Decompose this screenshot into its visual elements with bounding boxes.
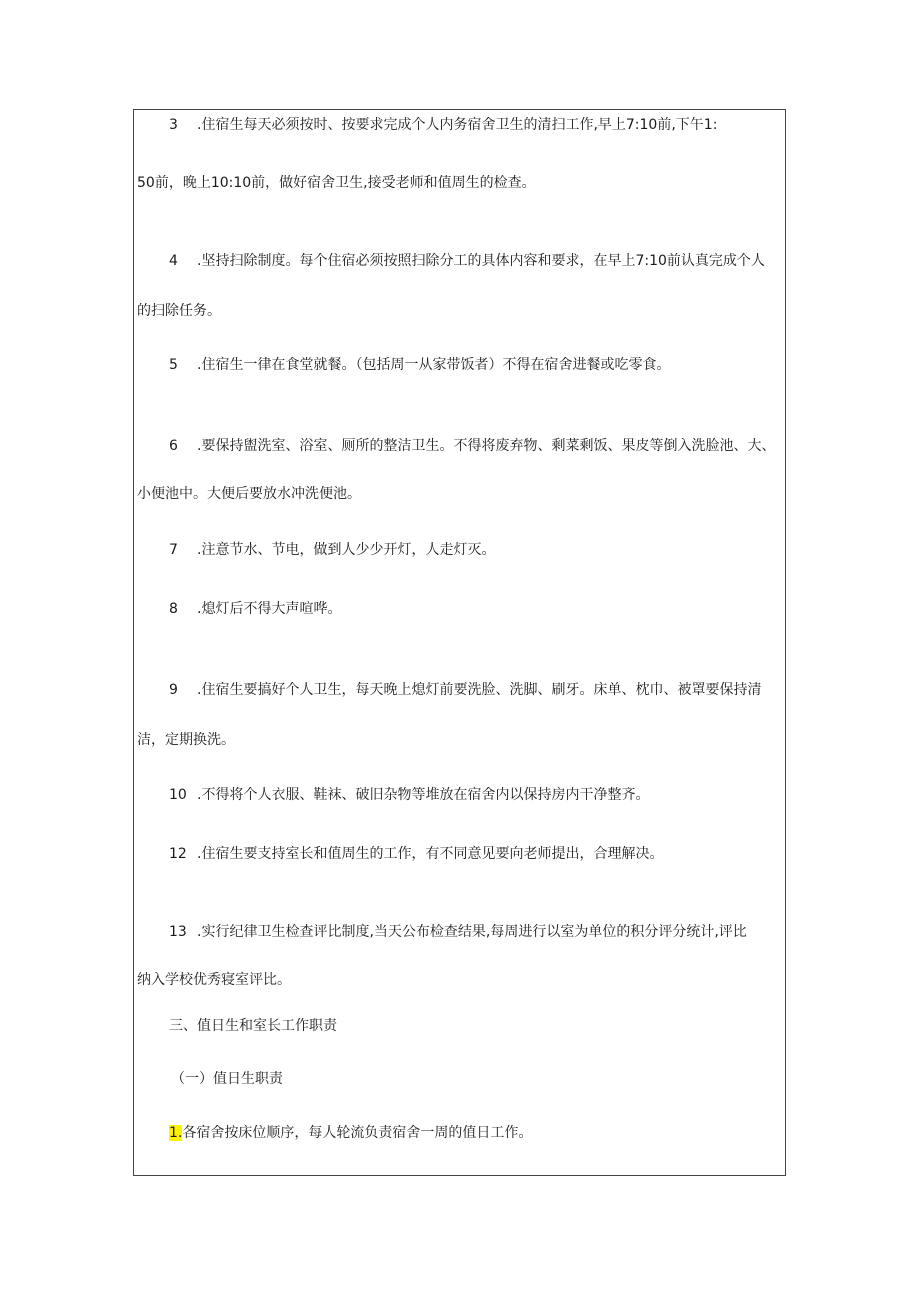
item-number: 9 <box>169 682 178 698</box>
item-text: .实行纪律卫生检查评比制度,当天公布检查结果,每周进行以室为单位的积分评分统计,评比 <box>197 924 747 940</box>
duty-item-1 <box>137 1123 815 1143</box>
item-5-line-1 <box>137 355 815 375</box>
item-number: 13 <box>169 924 187 940</box>
item-6-line-2: 小便池中。大便后要放水冲洗便池。 <box>137 486 361 502</box>
item-text: .熄灯后不得大声喧哗。 <box>197 601 342 617</box>
item-number: 3 <box>169 117 178 133</box>
item-10-line-1 <box>137 785 815 805</box>
item-text: .不得将个人衣服、鞋袜、破旧杂物等堆放在宿舍内以保持房内干净整齐。 <box>197 787 650 803</box>
item-number: 7 <box>169 542 178 558</box>
section-heading: 三、值日生和室长工作职责 <box>169 1018 337 1034</box>
item-4-line-1 <box>137 251 815 271</box>
item-13-line-2: 纳入学校优秀寝室评比。 <box>137 972 291 988</box>
item-number: 12 <box>169 846 187 862</box>
item-text: .住宿生要搞好个人卫生，每天晚上熄灯前要洗脸、洗脚、刷牙。床单、枕巾、被罩要保持清 <box>197 682 762 698</box>
item-text: .住宿生一律在食堂就餐。（包括周一从家带饭者）不得在宿舍进餐或吃零食。 <box>197 357 671 373</box>
item-text: .注意节水、节电，做到人少少开灯，人走灯灭。 <box>197 542 496 558</box>
item-12-line-1 <box>137 844 815 864</box>
subsection-heading: （一）值日生职责 <box>171 1071 283 1087</box>
item-number: 5 <box>169 357 178 373</box>
item-13-line-1 <box>137 922 815 942</box>
item-text: .住宿生每天必须按时、按要求完成个人内务宿舍卫生的清扫工作,早上7:10前,下午1: <box>197 117 718 133</box>
item-9-line-1 <box>137 680 815 700</box>
item-8-line-1 <box>137 599 815 619</box>
item-9-line-2: 洁，定期换洗。 <box>137 732 235 748</box>
item-text: 各宿舍按床位顺序，每人轮流负责宿舍一周的值日工作。 <box>182 1125 533 1141</box>
item-text: .住宿生要支持室长和值周生的工作，有不同意见要向老师提出，合理解决。 <box>197 846 664 862</box>
item-text: .要保持盥洗室、浴室、厕所的整洁卫生。不得将废弃物、剩菜剩饭、果皮等倒入洗脸池、大、 <box>197 438 776 454</box>
item-3-line-2: 50前，晚上10:10前，做好宿舍卫生,接受老师和值周生的检查。 <box>137 175 536 191</box>
item-6-line-1 <box>137 436 815 456</box>
item-text: .坚持扫除制度。每个住宿必须按照扫除分工的具体内容和要求，在早上7:10前认真完成个人 <box>197 253 765 269</box>
item-7-line-1 <box>137 540 815 560</box>
item-4-line-2: 的扫除任务。 <box>137 303 221 319</box>
item-number: 6 <box>169 438 178 454</box>
highlighted-number: 1. <box>169 1125 183 1141</box>
item-3-line-1 <box>137 115 815 135</box>
item-number: 10 <box>169 787 187 803</box>
item-number: 4 <box>169 253 178 269</box>
item-number: 8 <box>169 601 178 617</box>
